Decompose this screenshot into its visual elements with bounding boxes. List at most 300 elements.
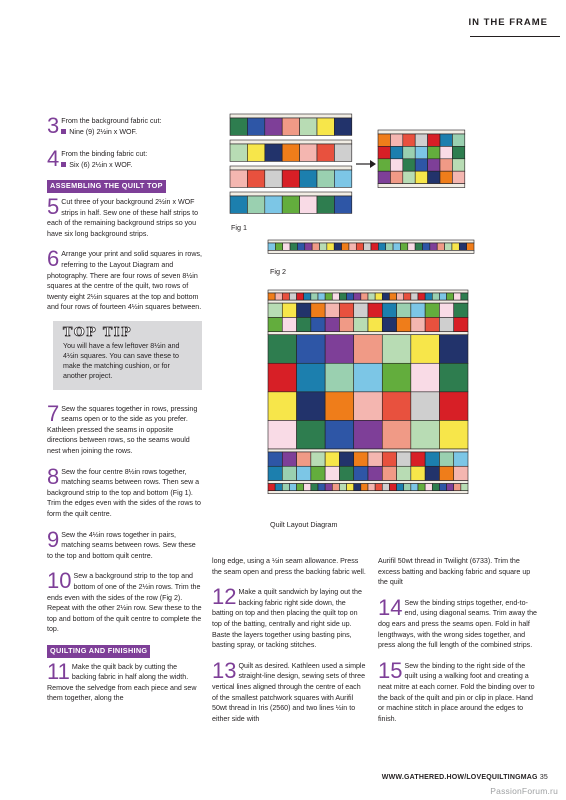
- patch-square: [397, 484, 404, 491]
- patch-square: [439, 466, 453, 480]
- patch-square: [430, 243, 437, 250]
- patch-square: [334, 243, 341, 250]
- patch-square: [265, 170, 282, 187]
- step-3: [47, 113, 202, 138]
- heading-quilting: QUILTING AND FINISHING: [47, 645, 150, 658]
- patch-square: [332, 484, 339, 491]
- patch-square: [290, 243, 297, 250]
- background-strip: [230, 114, 352, 118]
- patch-square: [300, 170, 317, 187]
- patch-square: [411, 303, 425, 317]
- patch-square: [247, 118, 264, 135]
- continued-text: Aurifil 50wt thread in Twilight (6733). Trim the excess batting and backing fabric and square up the quilt: [378, 557, 531, 587]
- patch-square: [354, 293, 361, 300]
- patch-square: [411, 420, 440, 449]
- step-text: From the background fabric cut:: [61, 117, 162, 125]
- patch-square: [334, 144, 351, 161]
- background-strip: [230, 166, 352, 170]
- step-9: [47, 526, 202, 562]
- patch-square: [349, 243, 356, 250]
- patch-square: [334, 118, 351, 135]
- step-10: [47, 568, 202, 635]
- step-text: Cut three of your background 2½in x WOF strips in half. Sew one of these half strips to each of the remaining background strips so you have six long background strips.: [47, 197, 199, 238]
- patch-square: [382, 317, 396, 331]
- patch-square: [318, 293, 325, 300]
- patch-square: [300, 196, 317, 213]
- patch-square: [339, 466, 353, 480]
- patch-square: [459, 243, 466, 250]
- patch-square: [312, 243, 319, 250]
- patch-square: [403, 159, 415, 171]
- patch-square: [325, 363, 354, 392]
- patch-square: [354, 303, 368, 317]
- patch-square: [354, 363, 383, 392]
- patch-square: [347, 484, 354, 491]
- step-number: 14: [378, 594, 403, 620]
- patch-square: [282, 196, 299, 213]
- step-11: [47, 658, 202, 704]
- patch-square: [368, 303, 382, 317]
- patch-square: [397, 452, 411, 466]
- step-number: 15: [378, 657, 403, 683]
- patch-square: [403, 134, 415, 146]
- patch-square: [300, 144, 317, 161]
- patch-square: [320, 243, 327, 250]
- patch-square: [452, 159, 464, 171]
- patch-square: [297, 420, 326, 449]
- patch-square: [317, 118, 334, 135]
- patch-square: [425, 293, 432, 300]
- background-strip: [378, 130, 465, 134]
- patch-square: [297, 484, 304, 491]
- patch-square: [275, 243, 282, 250]
- patch-square: [439, 420, 468, 449]
- patch-square: [397, 466, 411, 480]
- patch-square: [418, 293, 425, 300]
- patch-square: [439, 484, 446, 491]
- background-strip: [268, 250, 474, 253]
- patch-square: [347, 293, 354, 300]
- patch-square: [339, 484, 346, 491]
- patch-square: [382, 392, 411, 421]
- patch-square: [304, 484, 311, 491]
- patch-square: [411, 335, 440, 364]
- patch-square: [361, 293, 368, 300]
- patch-square: [378, 171, 390, 183]
- patch-square: [467, 243, 474, 250]
- patch-square: [334, 170, 351, 187]
- patch-square: [454, 303, 468, 317]
- footer: [382, 774, 548, 781]
- patch-square: [325, 303, 339, 317]
- section-title: IN THE FRAME: [468, 17, 548, 28]
- patch-square: [452, 134, 464, 146]
- patch-square: [311, 466, 325, 480]
- patch-square: [382, 303, 396, 317]
- patch-square: [325, 466, 339, 480]
- patch-square: [334, 196, 351, 213]
- patch-square: [404, 293, 411, 300]
- patch-square: [268, 392, 297, 421]
- patch-square: [393, 243, 400, 250]
- patch-square: [354, 452, 368, 466]
- step-number: 6: [47, 246, 60, 272]
- patch-square: [364, 243, 371, 250]
- patch-square: [339, 317, 353, 331]
- patch-square: [230, 170, 247, 187]
- patch-square: [415, 171, 427, 183]
- patch-square: [247, 196, 264, 213]
- patch-square: [325, 317, 339, 331]
- step-text: Sew the 4½in rows together in pairs, matching seams between rows. Sew these to the top and bottom quilt centre.: [47, 530, 196, 560]
- patch-square: [311, 303, 325, 317]
- patch-square: [297, 363, 326, 392]
- step-7: [47, 400, 202, 457]
- patch-square: [382, 420, 411, 449]
- patch-square: [297, 243, 304, 250]
- patch-square: [354, 484, 361, 491]
- layout-caption: Quilt Layout Diagram: [270, 520, 338, 529]
- patch-square: [354, 466, 368, 480]
- step-number: 13: [212, 657, 237, 683]
- step-number: 5: [47, 193, 60, 219]
- patch-square: [411, 452, 425, 466]
- watermark: PassionForum.ru: [490, 786, 558, 796]
- step-number: 9: [47, 526, 60, 552]
- background-strip: [378, 184, 465, 188]
- patch-square: [415, 134, 427, 146]
- patch-square: [268, 420, 297, 449]
- patch-square: [439, 293, 446, 300]
- patch-square: [382, 293, 389, 300]
- patch-square: [452, 171, 464, 183]
- fig2-caption: Fig 2: [270, 267, 286, 276]
- quilt-layout-diagram: [268, 290, 470, 512]
- step-text: Sew a background strip to the top and bottom of one of the 2½in rows. Trim the ends even with the sides of the row (Fig 2). Repeat with the other 2½in row. Sew these to the top and bottom of the quilt centre to complete the top.: [47, 572, 202, 634]
- patch-square: [268, 484, 275, 491]
- step-12: [212, 584, 368, 651]
- patch-square: [325, 392, 354, 421]
- step-number: 11: [47, 658, 70, 684]
- patch-square: [397, 317, 411, 331]
- patch-square: [342, 243, 349, 250]
- patch-square: [397, 303, 411, 317]
- patch-square: [368, 466, 382, 480]
- patch-square: [439, 335, 468, 364]
- patch-square: [425, 317, 439, 331]
- patch-square: [382, 363, 411, 392]
- patch-square: [389, 293, 396, 300]
- patch-square: [297, 293, 304, 300]
- step-bullet: Nine (9) 2½in x WOF.: [69, 127, 138, 136]
- patch-square: [445, 243, 452, 250]
- patch-square: [437, 243, 444, 250]
- patch-square: [454, 452, 468, 466]
- patch-square: [425, 452, 439, 466]
- patch-square: [390, 146, 402, 158]
- background-strip: [230, 192, 352, 196]
- patch-square: [454, 484, 461, 491]
- patch-square: [440, 171, 452, 183]
- heading-assembling: ASSEMBLING THE QUILT TOP: [47, 180, 166, 193]
- patch-square: [311, 293, 318, 300]
- patch-square: [411, 293, 418, 300]
- patch-square: [452, 243, 459, 250]
- patch-square: [332, 293, 339, 300]
- step-number: 3: [47, 113, 60, 138]
- patch-square: [325, 335, 354, 364]
- patch-square: [382, 466, 396, 480]
- patch-square: [304, 293, 311, 300]
- patch-square: [382, 452, 396, 466]
- step-bullet: Six (6) 2½in x WOF.: [69, 160, 133, 169]
- column-a: [47, 113, 203, 711]
- step-number: 7: [47, 400, 60, 426]
- step-text: Arrange your print and solid squares in rows, referring to the Layout Diagram and photography. There are four rows of seven 8½in squares at the centre of the quilt, two rows of twenty eight 2½in squares at the top and bottom and four rows of fourteen 4½in squares between.: [47, 250, 203, 312]
- patch-square: [283, 243, 290, 250]
- patch-square: [317, 170, 334, 187]
- patch-square: [297, 452, 311, 466]
- patch-square: [339, 452, 353, 466]
- patch-square: [354, 392, 383, 421]
- background-strip: [268, 332, 468, 335]
- patch-square: [423, 243, 430, 250]
- patch-square: [354, 317, 368, 331]
- patch-square: [425, 303, 439, 317]
- step-number: 12: [212, 584, 237, 610]
- top-tip-title: TOP TIP: [63, 323, 132, 339]
- step-text: Sew the squares together in rows, pressing seams open or to the side as you prefer. Kathleen pressed the seams in opposite directions between rows, so the seams would nest when joining the rows.: [47, 404, 198, 456]
- patch-square: [297, 303, 311, 317]
- patch-square: [268, 452, 282, 466]
- patch-square: [368, 452, 382, 466]
- patch-square: [411, 317, 425, 331]
- patch-square: [432, 293, 439, 300]
- patch-square: [282, 303, 296, 317]
- patch-square: [230, 118, 247, 135]
- patch-square: [418, 484, 425, 491]
- patch-square: [411, 392, 440, 421]
- patch-square: [268, 317, 282, 331]
- patch-square: [282, 144, 299, 161]
- patch-square: [415, 146, 427, 158]
- step-text: Sew the binding strips together, end-to-end, using diagonal seams. Trim away the dog ears and press the seams open. Fold in half lengthways, with the wrong sides together, and press along the full length of the combined strips.: [378, 598, 537, 650]
- patch-square: [400, 243, 407, 250]
- patch-square: [386, 243, 393, 250]
- patch-square: [268, 335, 297, 364]
- patch-square: [440, 134, 452, 146]
- patch-square: [411, 363, 440, 392]
- patch-square: [282, 484, 289, 491]
- patch-square: [454, 466, 468, 480]
- header-rule: [470, 36, 560, 37]
- patch-square: [268, 243, 275, 250]
- patch-square: [268, 293, 275, 300]
- patch-square: [282, 293, 289, 300]
- background-strip: [268, 481, 468, 484]
- patch-square: [404, 484, 411, 491]
- patch-square: [339, 303, 353, 317]
- bullet-square: [61, 162, 66, 167]
- patch-square: [390, 159, 402, 171]
- patch-square: [461, 293, 468, 300]
- patch-square: [289, 293, 296, 300]
- patch-square: [325, 420, 354, 449]
- patch-square: [382, 335, 411, 364]
- patch-square: [378, 134, 390, 146]
- patch-square: [247, 170, 264, 187]
- step-number: 4: [47, 146, 60, 172]
- step-8: [47, 463, 202, 520]
- patch-square: [311, 317, 325, 331]
- background-strip: [268, 491, 468, 494]
- patch-square: [378, 243, 385, 250]
- patch-square: [411, 466, 425, 480]
- step-15: [378, 657, 538, 725]
- patch-square: [282, 118, 299, 135]
- patch-square: [368, 317, 382, 331]
- patch-square: [432, 484, 439, 491]
- top-tip-box: [53, 321, 202, 390]
- patch-square: [297, 335, 326, 364]
- patch-square: [375, 484, 382, 491]
- patch-square: [282, 170, 299, 187]
- patch-square: [415, 243, 422, 250]
- step-14: [378, 594, 538, 651]
- step-text: Quilt as desired. Kathleen used a simple straight-line design, sewing sets of three vertical lines aligned through the centre of each of the smallest patchwork squares with Aurifil 50wt thread in Iris (2560) and two lines ½in to either side with: [212, 661, 366, 723]
- patch-square: [356, 243, 363, 250]
- patch-square: [428, 134, 440, 146]
- step-4: [47, 146, 202, 172]
- step-number: 8: [47, 463, 60, 489]
- fig2-diagram: [268, 238, 476, 260]
- fig1-caption: Fig 1: [231, 223, 247, 232]
- step-text: Sew the four centre 8½in rows together, matching seams between rows. Then sew a background strip to the top and bottom (Fig 1). Trim the edges even with the sides of the rows to form the quilt centre.: [47, 467, 201, 519]
- patch-square: [368, 484, 375, 491]
- background-strip: [268, 300, 468, 303]
- patch-square: [440, 159, 452, 171]
- patch-square: [439, 452, 453, 466]
- bullet-square: [61, 129, 66, 134]
- step-text: From the binding fabric cut:: [61, 150, 148, 159]
- patch-square: [268, 466, 282, 480]
- patch-square: [354, 335, 383, 364]
- patch-square: [408, 243, 415, 250]
- patch-square: [415, 159, 427, 171]
- patch-square: [425, 466, 439, 480]
- patch-square: [282, 466, 296, 480]
- patch-square: [230, 196, 247, 213]
- step-5: [47, 193, 202, 239]
- patch-square: [247, 144, 264, 161]
- patch-square: [265, 144, 282, 161]
- patch-square: [439, 317, 453, 331]
- patch-square: [311, 452, 325, 466]
- patch-square: [354, 420, 383, 449]
- patch-square: [268, 363, 297, 392]
- patch-square: [378, 159, 390, 171]
- patch-square: [318, 484, 325, 491]
- patch-square: [325, 452, 339, 466]
- step-text: Sew the binding to the right side of the quilt using a walking foot and creating a neat mitre at each corner. Fold the binding over to the back of the quilt and pin or clip in place. Hand or machine stitch in place around the edges to finish.: [378, 661, 535, 723]
- top-tip-text: You will have a few leftover 8½in and 4½in squares. You can save these to make the matching cushion, or for another project.: [63, 341, 180, 381]
- patch-square: [317, 196, 334, 213]
- column-c: [378, 556, 538, 731]
- patch-square: [371, 243, 378, 250]
- patch-square: [428, 159, 440, 171]
- patch-square: [378, 146, 390, 158]
- patch-square: [454, 293, 461, 300]
- footer-url: WWW.GATHERED.HOW/LOVEQUILTINGMAG: [381, 774, 538, 781]
- patch-square: [300, 118, 317, 135]
- patch-square: [305, 243, 312, 250]
- patch-square: [461, 484, 468, 491]
- patch-square: [230, 144, 247, 161]
- patch-square: [428, 171, 440, 183]
- patch-square: [428, 146, 440, 158]
- patch-square: [403, 146, 415, 158]
- page-number: 35: [539, 774, 548, 781]
- patch-square: [390, 171, 402, 183]
- patch-square: [452, 146, 464, 158]
- patch-square: [439, 392, 468, 421]
- patch-square: [411, 484, 418, 491]
- step-text: Make the quilt back by cutting the backing fabric in half along the width. Remove the selvedge from each piece and sew them together, along the: [47, 662, 197, 703]
- patch-square: [289, 484, 296, 491]
- patch-square: [311, 484, 318, 491]
- patch-square: [397, 293, 404, 300]
- patch-square: [440, 146, 452, 158]
- background-strip: [268, 290, 468, 293]
- patch-square: [403, 171, 415, 183]
- patch-square: [339, 293, 346, 300]
- patch-square: [275, 293, 282, 300]
- patch-square: [297, 466, 311, 480]
- patch-square: [389, 484, 396, 491]
- patch-square: [297, 317, 311, 331]
- step-number: 10: [47, 568, 72, 594]
- patch-square: [265, 118, 282, 135]
- patch-square: [454, 317, 468, 331]
- patch-square: [361, 484, 368, 491]
- patch-square: [265, 196, 282, 213]
- step-13: [212, 657, 368, 725]
- patch-square: [368, 293, 375, 300]
- patch-square: [317, 144, 334, 161]
- background-strip: [268, 449, 468, 452]
- patch-square: [282, 452, 296, 466]
- patch-square: [325, 484, 332, 491]
- patch-square: [327, 243, 334, 250]
- background-strip: [230, 140, 352, 144]
- column-b: [212, 556, 368, 731]
- patch-square: [390, 134, 402, 146]
- fig1-diagram: [228, 112, 468, 218]
- background-strip: [268, 240, 474, 243]
- patch-square: [375, 293, 382, 300]
- patch-square: [275, 484, 282, 491]
- patch-square: [425, 484, 432, 491]
- continued-text: long edge, using a ½in seam allowance. Press the seam open and press the backing fabric well.: [212, 557, 366, 576]
- patch-square: [282, 317, 296, 331]
- step-6: [47, 246, 203, 313]
- arrow-head-icon: [370, 160, 376, 168]
- patch-square: [325, 293, 332, 300]
- patch-square: [447, 293, 454, 300]
- step-text: Make a quilt sandwich by laying out the backing fabric right side down, the batting on top and then placing the quilt top on top of the batting, centrally and right side up. Baste the layers together using basting pins, basting spray, or tacking stitches.: [212, 588, 362, 650]
- patch-square: [439, 363, 468, 392]
- patch-square: [439, 303, 453, 317]
